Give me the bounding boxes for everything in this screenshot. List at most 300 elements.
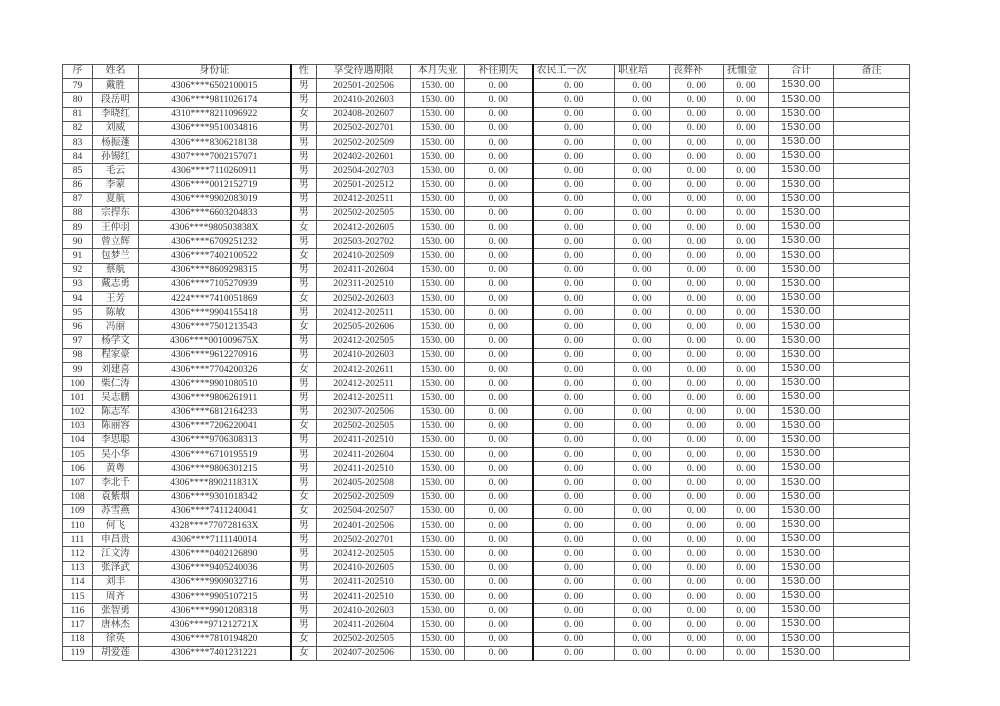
cell-remark: [834, 646, 910, 660]
cell-name: 刘建喜: [93, 362, 139, 376]
cell-vocational-training: 0. 00: [615, 206, 670, 220]
cell-seq: 117: [63, 618, 93, 632]
cell-remark: [834, 306, 910, 320]
cell-benefit-period: 202410-202603: [317, 93, 411, 107]
cell-remark: [834, 547, 910, 561]
cell-migrant-onetime: 0. 00: [533, 433, 615, 447]
cell-back-pay: 0. 00: [465, 249, 533, 263]
cell-gender: 女: [291, 221, 317, 235]
cell-funeral-subsidy: 0. 00: [670, 632, 724, 646]
column-header-remark: 备注: [834, 65, 910, 79]
cell-id-number: 4306****9904155418: [139, 306, 291, 320]
cell-remark: [834, 235, 910, 249]
cell-back-pay: 0. 00: [465, 589, 533, 603]
cell-funeral-subsidy: 0. 00: [670, 646, 724, 660]
cell-gender: 男: [291, 433, 317, 447]
cell-back-pay: 0. 00: [465, 79, 533, 93]
cell-remark: [834, 362, 910, 376]
header-row: [63, 65, 910, 79]
cell-benefit-period: 202405-202508: [317, 476, 411, 490]
cell-gender: 男: [291, 164, 317, 178]
table-row: [63, 646, 910, 660]
cell-benefit-period: 202502-202701: [317, 533, 411, 547]
cell-name: 吴小华: [93, 448, 139, 462]
cell-monthly-unemployment: 1530. 00: [411, 79, 465, 93]
cell-pension: 0. 00: [724, 391, 769, 405]
cell-name: 黄粤: [93, 462, 139, 476]
cell-monthly-unemployment: 1530. 00: [411, 561, 465, 575]
cell-migrant-onetime: 0. 00: [533, 320, 615, 334]
cell-id-number: 4306****7111140014: [139, 533, 291, 547]
cell-id-number: 4306****9301018342: [139, 490, 291, 504]
cell-seq: 92: [63, 263, 93, 277]
cell-vocational-training: 0. 00: [615, 235, 670, 249]
cell-benefit-period: 202504-202703: [317, 164, 411, 178]
cell-gender: 男: [291, 575, 317, 589]
cell-vocational-training: 0. 00: [615, 348, 670, 362]
table-row: [63, 547, 910, 561]
cell-total: 1530.00: [769, 235, 834, 249]
cell-benefit-period: 202411-202604: [317, 618, 411, 632]
cell-vocational-training: 0. 00: [615, 221, 670, 235]
cell-total: 1530.00: [769, 348, 834, 362]
cell-total: 1530.00: [769, 377, 834, 391]
cell-back-pay: 0. 00: [465, 575, 533, 589]
cell-pension: 0. 00: [724, 79, 769, 93]
cell-gender: 女: [291, 292, 317, 306]
cell-back-pay: 0. 00: [465, 533, 533, 547]
cell-remark: [834, 348, 910, 362]
table-row: [63, 334, 910, 348]
cell-total: 1530.00: [769, 107, 834, 121]
cell-vocational-training: 0. 00: [615, 604, 670, 618]
cell-remark: [834, 618, 910, 632]
cell-total: 1530.00: [769, 263, 834, 277]
cell-seq: 107: [63, 476, 93, 490]
cell-benefit-period: 202411-202604: [317, 448, 411, 462]
cell-id-number: 4310****8211096922: [139, 107, 291, 121]
cell-back-pay: 0. 00: [465, 377, 533, 391]
table-row: [63, 249, 910, 263]
table-row: [63, 575, 910, 589]
benefits-table: [62, 64, 910, 661]
cell-total: 1530.00: [769, 519, 834, 533]
cell-seq: 104: [63, 433, 93, 447]
cell-seq: 90: [63, 235, 93, 249]
cell-funeral-subsidy: 0. 00: [670, 533, 724, 547]
cell-id-number: 4306****8609298315: [139, 263, 291, 277]
cell-seq: 101: [63, 391, 93, 405]
cell-benefit-period: 202502-202505: [317, 419, 411, 433]
cell-total: 1530.00: [769, 462, 834, 476]
cell-seq: 118: [63, 632, 93, 646]
cell-vocational-training: 0. 00: [615, 377, 670, 391]
cell-monthly-unemployment: 1530. 00: [411, 405, 465, 419]
cell-remark: [834, 405, 910, 419]
cell-funeral-subsidy: 0. 00: [670, 462, 724, 476]
cell-migrant-onetime: 0. 00: [533, 334, 615, 348]
cell-id-number: 4306****0402126890: [139, 547, 291, 561]
cell-back-pay: 0. 00: [465, 504, 533, 518]
cell-funeral-subsidy: 0. 00: [670, 150, 724, 164]
cell-gender: 男: [291, 405, 317, 419]
cell-total: 1530.00: [769, 561, 834, 575]
cell-pension: 0. 00: [724, 490, 769, 504]
cell-back-pay: 0. 00: [465, 277, 533, 291]
cell-benefit-period: 202502-202701: [317, 121, 411, 135]
cell-name: 张泽武: [93, 561, 139, 575]
cell-seq: 115: [63, 589, 93, 603]
cell-seq: 80: [63, 93, 93, 107]
cell-pension: 0. 00: [724, 561, 769, 575]
cell-benefit-period: 202408-202607: [317, 107, 411, 121]
cell-name: 何飞: [93, 519, 139, 533]
cell-gender: 男: [291, 618, 317, 632]
cell-funeral-subsidy: 0. 00: [670, 448, 724, 462]
cell-name: 陈敏: [93, 306, 139, 320]
cell-gender: 女: [291, 107, 317, 121]
cell-monthly-unemployment: 1530. 00: [411, 362, 465, 376]
cell-back-pay: 0. 00: [465, 306, 533, 320]
cell-benefit-period: 202410-202509: [317, 249, 411, 263]
cell-vocational-training: 0. 00: [615, 164, 670, 178]
cell-seq: 94: [63, 292, 93, 306]
cell-id-number: 4306****9901080510: [139, 377, 291, 391]
cell-id-number: 4306****6709251232: [139, 235, 291, 249]
cell-monthly-unemployment: 1530. 00: [411, 391, 465, 405]
cell-id-number: 4306****9612270916: [139, 348, 291, 362]
cell-id-number: 4306****9909032716: [139, 575, 291, 589]
cell-back-pay: 0. 00: [465, 93, 533, 107]
cell-total: 1530.00: [769, 476, 834, 490]
cell-funeral-subsidy: 0. 00: [670, 178, 724, 192]
cell-benefit-period: 202410-202605: [317, 561, 411, 575]
cell-migrant-onetime: 0. 00: [533, 362, 615, 376]
cell-monthly-unemployment: 1530. 00: [411, 476, 465, 490]
cell-back-pay: 0. 00: [465, 292, 533, 306]
cell-id-number: 4306****7402100522: [139, 249, 291, 263]
cell-migrant-onetime: 0. 00: [533, 646, 615, 660]
cell-vocational-training: 0. 00: [615, 646, 670, 660]
cell-funeral-subsidy: 0. 00: [670, 504, 724, 518]
cell-pension: 0. 00: [724, 277, 769, 291]
cell-remark: [834, 121, 910, 135]
cell-migrant-onetime: 0. 00: [533, 490, 615, 504]
cell-total: 1530.00: [769, 547, 834, 561]
cell-gender: 男: [291, 235, 317, 249]
cell-seq: 109: [63, 504, 93, 518]
table-row: [63, 632, 910, 646]
cell-benefit-period: 202412-202505: [317, 334, 411, 348]
cell-gender: 男: [291, 334, 317, 348]
cell-gender: 男: [291, 93, 317, 107]
table-row: [63, 277, 910, 291]
table-row: [63, 419, 910, 433]
table-row: [63, 121, 910, 135]
cell-benefit-period: 202412-202511: [317, 192, 411, 206]
cell-funeral-subsidy: 0. 00: [670, 519, 724, 533]
cell-funeral-subsidy: 0. 00: [670, 292, 724, 306]
cell-pension: 0. 00: [724, 121, 769, 135]
cell-vocational-training: 0. 00: [615, 391, 670, 405]
cell-remark: [834, 320, 910, 334]
cell-pension: 0. 00: [724, 192, 769, 206]
cell-monthly-unemployment: 1530. 00: [411, 533, 465, 547]
cell-benefit-period: 202411-202510: [317, 589, 411, 603]
column-header-name: 姓名: [93, 65, 139, 79]
cell-name: 李北千: [93, 476, 139, 490]
cell-seq: 98: [63, 348, 93, 362]
cell-id-number: 4306****7411240041: [139, 504, 291, 518]
table-row: [63, 79, 910, 93]
cell-funeral-subsidy: 0. 00: [670, 419, 724, 433]
cell-funeral-subsidy: 0. 00: [670, 206, 724, 220]
cell-pension: 0. 00: [724, 292, 769, 306]
cell-id-number: 4307****7002157071: [139, 150, 291, 164]
cell-seq: 86: [63, 178, 93, 192]
cell-pension: 0. 00: [724, 377, 769, 391]
cell-migrant-onetime: 0. 00: [533, 348, 615, 362]
cell-migrant-onetime: 0. 00: [533, 235, 615, 249]
cell-migrant-onetime: 0. 00: [533, 405, 615, 419]
cell-back-pay: 0. 00: [465, 561, 533, 575]
cell-id-number: 4306****9806261911: [139, 391, 291, 405]
cell-name: 陈丽容: [93, 419, 139, 433]
table-row: [63, 135, 910, 149]
cell-pension: 0. 00: [724, 604, 769, 618]
cell-gender: 男: [291, 277, 317, 291]
cell-seq: 108: [63, 490, 93, 504]
cell-name: 杨学文: [93, 334, 139, 348]
cell-back-pay: 0. 00: [465, 462, 533, 476]
cell-vocational-training: 0. 00: [615, 107, 670, 121]
table-row: [63, 93, 910, 107]
cell-back-pay: 0. 00: [465, 164, 533, 178]
cell-id-number: 4306****9811026174: [139, 93, 291, 107]
cell-id-number: 4306****0012152719: [139, 178, 291, 192]
cell-name: 程家豪: [93, 348, 139, 362]
cell-gender: 男: [291, 263, 317, 277]
cell-remark: [834, 263, 910, 277]
cell-remark: [834, 178, 910, 192]
cell-total: 1530.00: [769, 433, 834, 447]
cell-migrant-onetime: 0. 00: [533, 476, 615, 490]
cell-funeral-subsidy: 0. 00: [670, 221, 724, 235]
cell-seq: 83: [63, 135, 93, 149]
cell-monthly-unemployment: 1530. 00: [411, 547, 465, 561]
cell-monthly-unemployment: 1530. 00: [411, 206, 465, 220]
cell-pension: 0. 00: [724, 348, 769, 362]
cell-funeral-subsidy: 0. 00: [670, 121, 724, 135]
cell-seq: 106: [63, 462, 93, 476]
cell-vocational-training: 0. 00: [615, 462, 670, 476]
cell-id-number: 4306****9905107215: [139, 589, 291, 603]
cell-vocational-training: 0. 00: [615, 575, 670, 589]
cell-id-number: 4306****890211831X: [139, 476, 291, 490]
cell-monthly-unemployment: 1530. 00: [411, 164, 465, 178]
cell-migrant-onetime: 0. 00: [533, 150, 615, 164]
cell-pension: 0. 00: [724, 320, 769, 334]
cell-seq: 85: [63, 164, 93, 178]
cell-total: 1530.00: [769, 164, 834, 178]
table-row: [63, 235, 910, 249]
cell-migrant-onetime: 0. 00: [533, 93, 615, 107]
cell-pension: 0. 00: [724, 249, 769, 263]
cell-back-pay: 0. 00: [465, 419, 533, 433]
table-row: [63, 519, 910, 533]
cell-gender: 男: [291, 561, 317, 575]
cell-remark: [834, 93, 910, 107]
cell-pension: 0. 00: [724, 547, 769, 561]
cell-remark: [834, 575, 910, 589]
cell-gender: 男: [291, 348, 317, 362]
cell-funeral-subsidy: 0. 00: [670, 348, 724, 362]
cell-remark: [834, 164, 910, 178]
cell-name: 李晓红: [93, 107, 139, 121]
cell-pension: 0. 00: [724, 504, 769, 518]
cell-vocational-training: 0. 00: [615, 192, 670, 206]
cell-seq: 88: [63, 206, 93, 220]
cell-remark: [834, 292, 910, 306]
cell-name: 徐英: [93, 632, 139, 646]
cell-pension: 0. 00: [724, 476, 769, 490]
cell-remark: [834, 533, 910, 547]
cell-gender: 女: [291, 632, 317, 646]
cell-total: 1530.00: [769, 490, 834, 504]
cell-vocational-training: 0. 00: [615, 547, 670, 561]
cell-name: 陈志军: [93, 405, 139, 419]
cell-benefit-period: 202502-202509: [317, 490, 411, 504]
cell-remark: [834, 249, 910, 263]
table-body: [63, 79, 910, 661]
cell-pension: 0. 00: [724, 135, 769, 149]
cell-migrant-onetime: 0. 00: [533, 164, 615, 178]
cell-funeral-subsidy: 0. 00: [670, 362, 724, 376]
cell-seq: 119: [63, 646, 93, 660]
cell-total: 1530.00: [769, 448, 834, 462]
cell-monthly-unemployment: 1530. 00: [411, 462, 465, 476]
cell-id-number: 4306****6502100015: [139, 79, 291, 93]
cell-gender: 女: [291, 646, 317, 660]
cell-back-pay: 0. 00: [465, 348, 533, 362]
cell-name: 冯丽: [93, 320, 139, 334]
table-row: [63, 504, 910, 518]
cell-gender: 男: [291, 192, 317, 206]
cell-benefit-period: 202412-202611: [317, 362, 411, 376]
cell-id-number: 4306****9405240036: [139, 561, 291, 575]
cell-back-pay: 0. 00: [465, 618, 533, 632]
cell-name: 戴志勇: [93, 277, 139, 291]
cell-id-number: 4306****7110260911: [139, 164, 291, 178]
cell-vocational-training: 0. 00: [615, 476, 670, 490]
cell-total: 1530.00: [769, 391, 834, 405]
cell-monthly-unemployment: 1530. 00: [411, 632, 465, 646]
table-row: [63, 263, 910, 277]
cell-migrant-onetime: 0. 00: [533, 575, 615, 589]
cell-vocational-training: 0. 00: [615, 178, 670, 192]
column-header-benefit-period: 享受待遇期限: [317, 65, 411, 79]
cell-funeral-subsidy: 0. 00: [670, 249, 724, 263]
cell-remark: [834, 334, 910, 348]
cell-total: 1530.00: [769, 604, 834, 618]
cell-name: 申昌贵: [93, 533, 139, 547]
cell-vocational-training: 0. 00: [615, 448, 670, 462]
cell-vocational-training: 0. 00: [615, 334, 670, 348]
cell-name: 毛云: [93, 164, 139, 178]
cell-monthly-unemployment: 1530. 00: [411, 490, 465, 504]
cell-gender: 男: [291, 206, 317, 220]
cell-migrant-onetime: 0. 00: [533, 206, 615, 220]
cell-gender: 男: [291, 135, 317, 149]
cell-migrant-onetime: 0. 00: [533, 135, 615, 149]
cell-name: 刘丰: [93, 575, 139, 589]
cell-gender: 男: [291, 391, 317, 405]
table-row: [63, 476, 910, 490]
cell-name: 蔡航: [93, 263, 139, 277]
table-row: [63, 107, 910, 121]
cell-monthly-unemployment: 1530. 00: [411, 433, 465, 447]
cell-name: 唐林杰: [93, 618, 139, 632]
cell-funeral-subsidy: 0. 00: [670, 618, 724, 632]
cell-pension: 0. 00: [724, 462, 769, 476]
cell-total: 1530.00: [769, 192, 834, 206]
cell-seq: 103: [63, 419, 93, 433]
cell-id-number: 4306****9901208318: [139, 604, 291, 618]
cell-monthly-unemployment: 1530. 00: [411, 306, 465, 320]
cell-total: 1530.00: [769, 362, 834, 376]
cell-monthly-unemployment: 1530. 00: [411, 135, 465, 149]
column-header-migrant-onetime: 农民工一次: [533, 65, 615, 79]
cell-pension: 0. 00: [724, 206, 769, 220]
cell-seq: 99: [63, 362, 93, 376]
cell-gender: 男: [291, 604, 317, 618]
cell-id-number: 4306****9806301215: [139, 462, 291, 476]
cell-vocational-training: 0. 00: [615, 405, 670, 419]
table-row: [63, 377, 910, 391]
cell-funeral-subsidy: 0. 00: [670, 561, 724, 575]
cell-remark: [834, 433, 910, 447]
cell-id-number: 4306****7105270939: [139, 277, 291, 291]
cell-remark: [834, 150, 910, 164]
column-header-seq: 序: [63, 65, 93, 79]
cell-migrant-onetime: 0. 00: [533, 178, 615, 192]
cell-benefit-period: 202502-202509: [317, 135, 411, 149]
cell-vocational-training: 0. 00: [615, 419, 670, 433]
cell-seq: 82: [63, 121, 93, 135]
cell-benefit-period: 202412-202605: [317, 221, 411, 235]
cell-name: 苏雪燕: [93, 504, 139, 518]
cell-migrant-onetime: 0. 00: [533, 79, 615, 93]
cell-migrant-onetime: 0. 00: [533, 277, 615, 291]
cell-pension: 0. 00: [724, 362, 769, 376]
cell-vocational-training: 0. 00: [615, 292, 670, 306]
cell-vocational-training: 0. 00: [615, 561, 670, 575]
table-row: [63, 462, 910, 476]
cell-back-pay: 0. 00: [465, 519, 533, 533]
cell-total: 1530.00: [769, 206, 834, 220]
cell-benefit-period: 202412-202511: [317, 377, 411, 391]
cell-monthly-unemployment: 1530. 00: [411, 235, 465, 249]
cell-total: 1530.00: [769, 221, 834, 235]
table-row: [63, 589, 910, 603]
cell-back-pay: 0. 00: [465, 221, 533, 235]
cell-vocational-training: 0. 00: [615, 433, 670, 447]
cell-remark: [834, 419, 910, 433]
cell-vocational-training: 0. 00: [615, 519, 670, 533]
cell-vocational-training: 0. 00: [615, 362, 670, 376]
cell-benefit-period: 202411-202510: [317, 462, 411, 476]
cell-id-number: 4306****971212721X: [139, 618, 291, 632]
